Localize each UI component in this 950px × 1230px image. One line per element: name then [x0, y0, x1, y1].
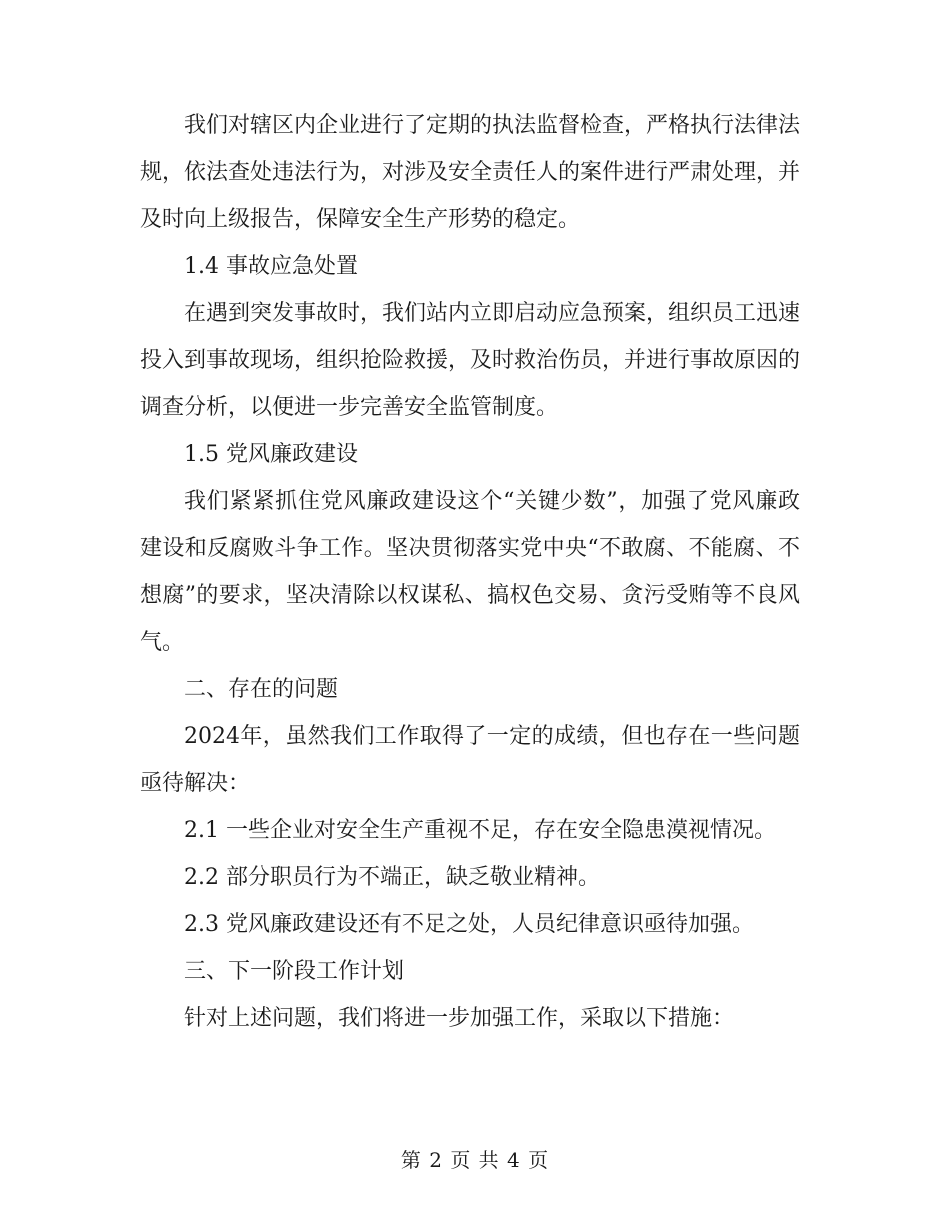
heading-existing-problems: 二、存在的问题 [184, 677, 339, 702]
paragraph-problem-2-3: 2.3 党风廉政建设还有不足之处，人员纪律意识亟待加强。 [184, 912, 754, 937]
paragraph-measures-intro: 针对上述问题，我们将进一步加强工作，采取以下措施： [184, 1006, 735, 1031]
paragraph-clean-governance: 我们紧紧抓住党风廉政建设这个“关键少数”，加强了党风廉政建设和反腐败斗争工作。坚决贯彻落实党中央“不敢腐、不能腐、不想腐”的要求，坚决清除以权谋私、搞权色交易、贪污受贿等不良风气。 [140, 489, 800, 655]
page-number-footer: 第 2 页 共 4 页 [400, 1148, 550, 1172]
paragraph-enforcement: 我们对辖区内企业进行了定期的执法监督检查，严格执行法律法规，依法查处违法行为，对涉及安全责任人的案件进行严肃处理，并及时向上级报告，保障安全生产形势的稳定。 [140, 113, 801, 232]
heading-next-stage-plan: 三、下一阶段工作计划 [184, 959, 405, 984]
document-body [140, 102, 800, 1042]
paragraph-problem-2-1: 2.1 一些企业对安全生产重视不足，存在安全隐患漠视情况。 [184, 818, 776, 843]
heading-clean-governance: 1.5 党风廉政建设 [184, 442, 358, 467]
paragraph-problem-2-2: 2.2 部分职员行为不端正，缺乏敬业精神。 [184, 865, 600, 890]
heading-emergency-response: 1.4 事故应急处置 [184, 254, 358, 279]
paragraph-emergency-response: 在遇到突发事故时，我们站内立即启动应急预案，组织员工迅速投入到事故现场，组织抢险救援，及时救治伤员，并进行事故原因的调查分析，以便进一步完善安全监管制度。 [140, 301, 801, 420]
paragraph-problems-intro: 2024年，虽然我们工作取得了一定的成绩，但也存在一些问题亟待解决： [140, 724, 800, 796]
